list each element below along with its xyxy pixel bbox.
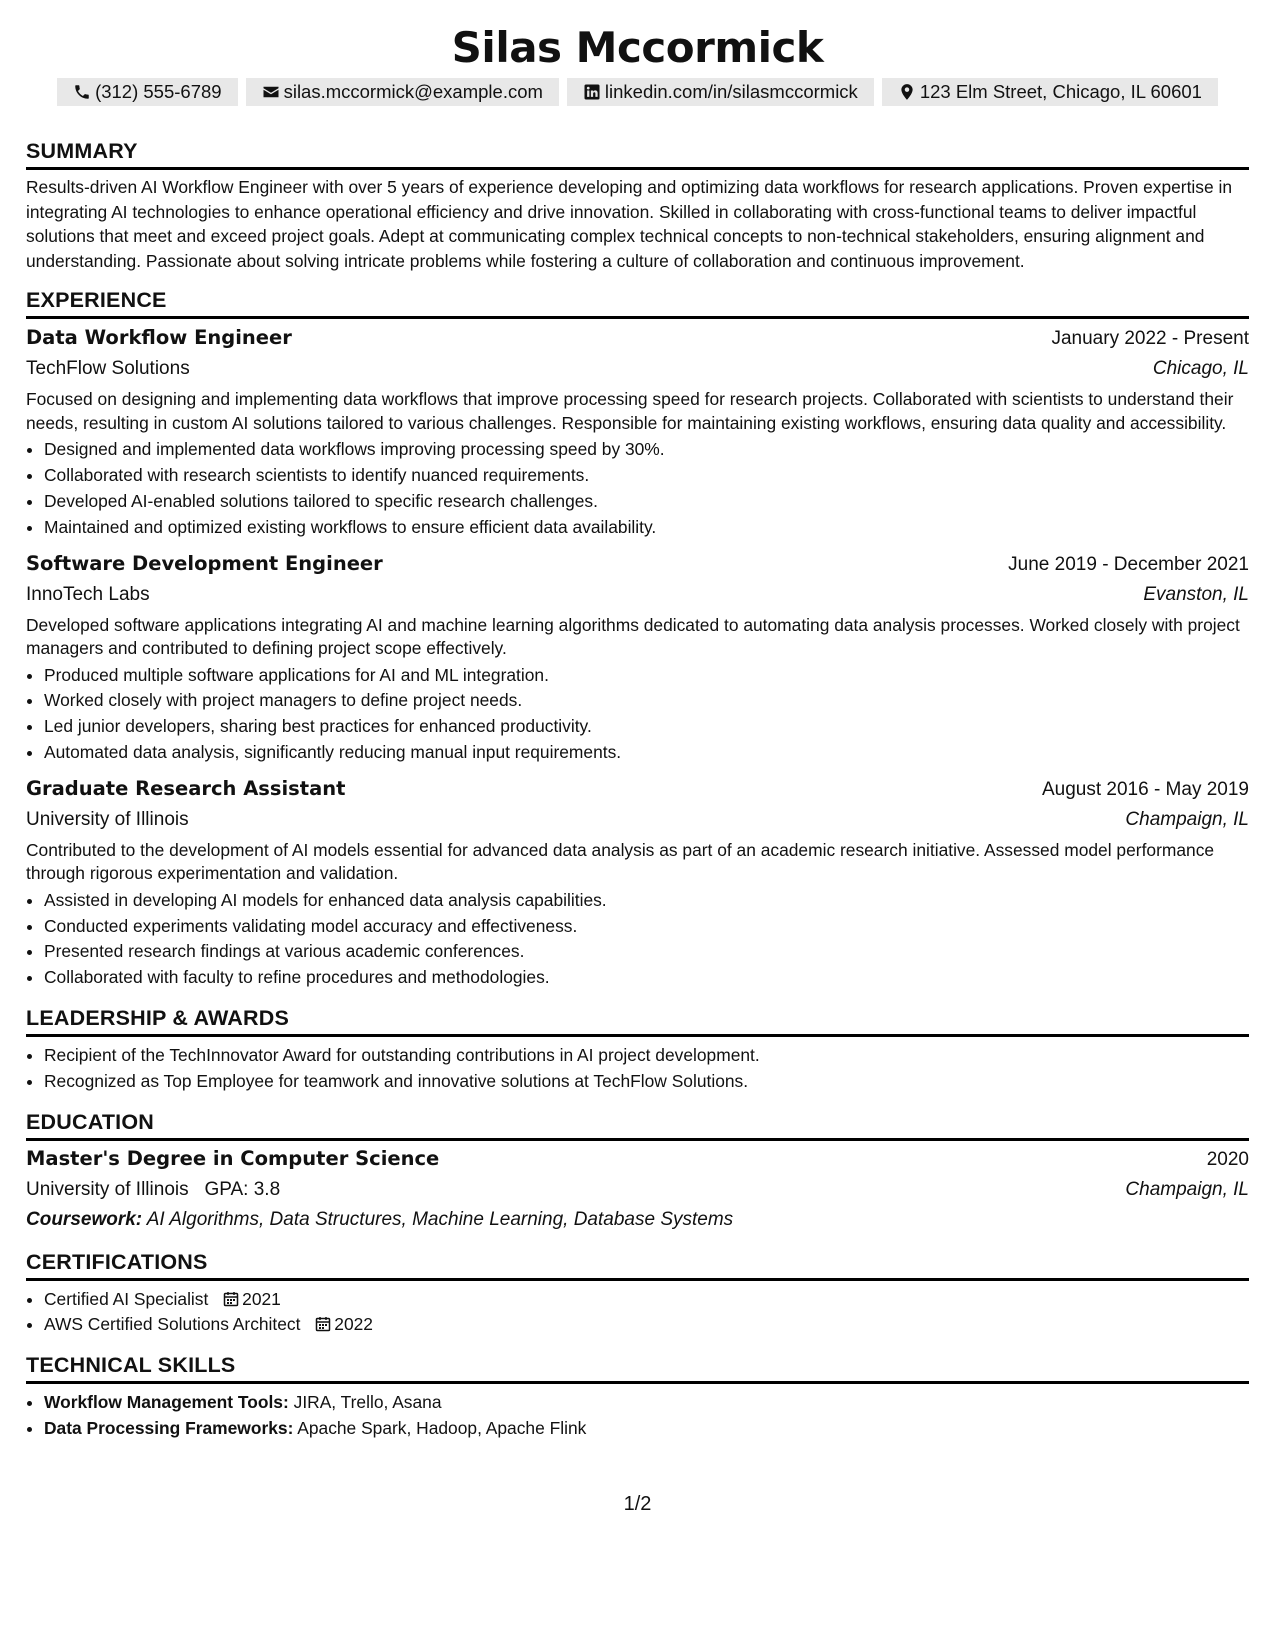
list-item [44, 1390, 1249, 1416]
skill-label: Data Processing Frameworks: [44, 1417, 294, 1438]
list-item: • Collaborated with research scientists to identify nuanced requirements. [44, 463, 1249, 489]
job-dates: January 2022 - Present [1051, 328, 1249, 350]
coursework-label: Coursework: [26, 1208, 143, 1230]
summary-section [26, 138, 1249, 273]
calendar-icon [223, 1291, 239, 1307]
map-pin-icon [898, 83, 916, 101]
leadership-list [26, 1043, 1249, 1095]
experience-heading: EXPERIENCE [26, 287, 1249, 319]
list-item: • Recipient of the TechInnovator Award for outstanding contributions in AI project development. [44, 1043, 1249, 1069]
list-item: • Assisted in developing AI models for enhanced data analysis capabilities. [44, 888, 1249, 914]
cert-name: AWS Certified Solutions Architect [44, 1314, 301, 1335]
experience-section [26, 287, 1249, 991]
phone-text: (312) 555-6789 [95, 81, 222, 102]
contact-address [882, 78, 1218, 106]
linkedin-text: linkedin.com/in/silasmccormick [604, 81, 858, 102]
coursework-list: AI Algorithms, Data Structures, Machine Learning, Database Systems [146, 1208, 734, 1230]
degree-title: Master's Degree in Computer Science [26, 1146, 440, 1170]
job-entry [26, 323, 1249, 540]
resume-page [26, 0, 1249, 1442]
email-text: silas.mccormick@example.com [283, 81, 543, 102]
degree-year: 2020 [1206, 1148, 1249, 1170]
leadership-section [26, 1005, 1249, 1095]
phone-icon [73, 83, 91, 101]
cert-year: 2022 [334, 1314, 373, 1335]
job-entry [26, 549, 1249, 766]
list-item: • Designed and implemented data workflows improving processing speed by 30%. [44, 437, 1249, 463]
list-item [44, 1416, 1249, 1442]
calendar-icon [315, 1316, 331, 1332]
page-number: 1/2 [623, 1493, 652, 1515]
contact-phone[interactable] [57, 78, 238, 106]
list-item: • Led junior developers, sharing best practices for enhanced productivity. [44, 714, 1249, 740]
envelope-icon [262, 83, 280, 101]
certifications-heading: CERTIFICATIONS [26, 1249, 1249, 1281]
job-description: Focused on designing and implementing data workflows that improve processing speed for research projects. Collaborated with scientists to understand their needs, resulting in custom AI solutions tailored to various challenges. Responsible for maintaining existing workflows, ensuring data quality and accessibility. [26, 389, 1234, 433]
list-item: • Maintained and optimized existing workflows to ensure efficient data availability. [44, 515, 1249, 541]
certifications-section [26, 1249, 1249, 1339]
linkedin-icon [583, 83, 601, 101]
skills-section [26, 1352, 1249, 1442]
skill-value: JIRA, Trello, Asana [293, 1392, 442, 1413]
list-item: • Conducted experiments validating model accuracy and effectiveness. [44, 914, 1249, 940]
job-company: InnoTech Labs [26, 583, 150, 605]
list-item: • Recognized as Top Employee for teamwork and innovative solutions at TechFlow Solutions. [44, 1069, 1249, 1095]
coursework [26, 1205, 1249, 1235]
skill-label: Workflow Management Tools: [44, 1392, 289, 1413]
cert-name: Certified AI Specialist [44, 1288, 209, 1309]
job-bullets [26, 437, 1249, 540]
job-entry [26, 774, 1249, 991]
list-item: • Developed AI-enabled solutions tailored to specific research challenges. [44, 489, 1249, 515]
gpa-text: GPA: 3.8 [204, 1178, 281, 1200]
education-section [26, 1109, 1249, 1235]
job-title: Graduate Research Assistant [26, 776, 346, 800]
list-item: • Collaborated with faculty to refine procedures and methodologies. [44, 965, 1249, 991]
job-description: Developed software applications integrating AI and machine learning algorithms dedicated to automating data analysis processes. Worked closely with project managers and contributed to defining project scope effectively. [26, 614, 1240, 659]
list-item [44, 1312, 1249, 1338]
address-text: 123 Elm Street, Chicago, IL 60601 [919, 81, 1202, 102]
leadership-heading: LEADERSHIP & AWARDS [26, 1005, 1249, 1037]
job-dates: June 2019 - December 2021 [1008, 553, 1249, 575]
job-location: Champaign, IL [1125, 808, 1249, 830]
school-location: Champaign, IL [1125, 1178, 1249, 1200]
list-item: • Presented research findings at various academic conferences. [44, 939, 1249, 965]
list-item: • Produced multiple software applications for AI and ML integration. [44, 663, 1249, 689]
list-item: • Worked closely with project managers to define project needs. [44, 688, 1249, 714]
education-heading: EDUCATION [26, 1109, 1249, 1141]
skill-value: Apache Spark, Hadoop, Apache Flink [297, 1417, 587, 1438]
skills-list [26, 1390, 1249, 1442]
contact-linkedin[interactable] [567, 78, 874, 106]
list-item: • Automated data analysis, significantly reducing manual input requirements. [44, 740, 1249, 766]
list-item [44, 1287, 1249, 1313]
job-description: Contributed to the development of AI models essential for advanced data analysis as part of an academic research initiative. Assessed model performance through rigorous experimentation and validation. [26, 839, 1215, 884]
job-title: Software Development Engineer [26, 551, 383, 575]
job-bullets [26, 663, 1249, 766]
job-company: TechFlow Solutions [26, 358, 190, 380]
skills-heading: TECHNICAL SKILLS [26, 1352, 1249, 1384]
job-title: Data Workflow Engineer [26, 326, 292, 350]
job-company: University of Illinois [26, 808, 189, 830]
job-dates: August 2016 - May 2019 [1041, 778, 1249, 800]
candidate-name: Silas Mccormick [451, 23, 824, 72]
summary-text: Results-driven AI Workflow Engineer with over 5 years of experience developing and optimizing data workflows for research applications. Proven expertise in integrating AI technologies to enhance operational efficiency and drive innovation. Skilled in collaborating with cross-functional teams to deliver impactful solutions that meet and exceed project goals. Adept at communicating complex technical concepts to non-technical stakeholders, ensuring alignment and understanding. Passionate about solving intricate problems while fostering a culture of collaboration and continuous improvement. [26, 177, 1233, 271]
contact-email[interactable] [246, 78, 559, 106]
certifications-list [26, 1287, 1249, 1339]
contact-bar [26, 78, 1249, 106]
job-location: Chicago, IL [1152, 358, 1249, 380]
cert-year: 2021 [242, 1288, 281, 1309]
job-location: Evanston, IL [1143, 583, 1249, 605]
job-bullets [26, 888, 1249, 991]
summary-heading: SUMMARY [26, 138, 1249, 170]
school-name: University of Illinois [26, 1178, 189, 1200]
